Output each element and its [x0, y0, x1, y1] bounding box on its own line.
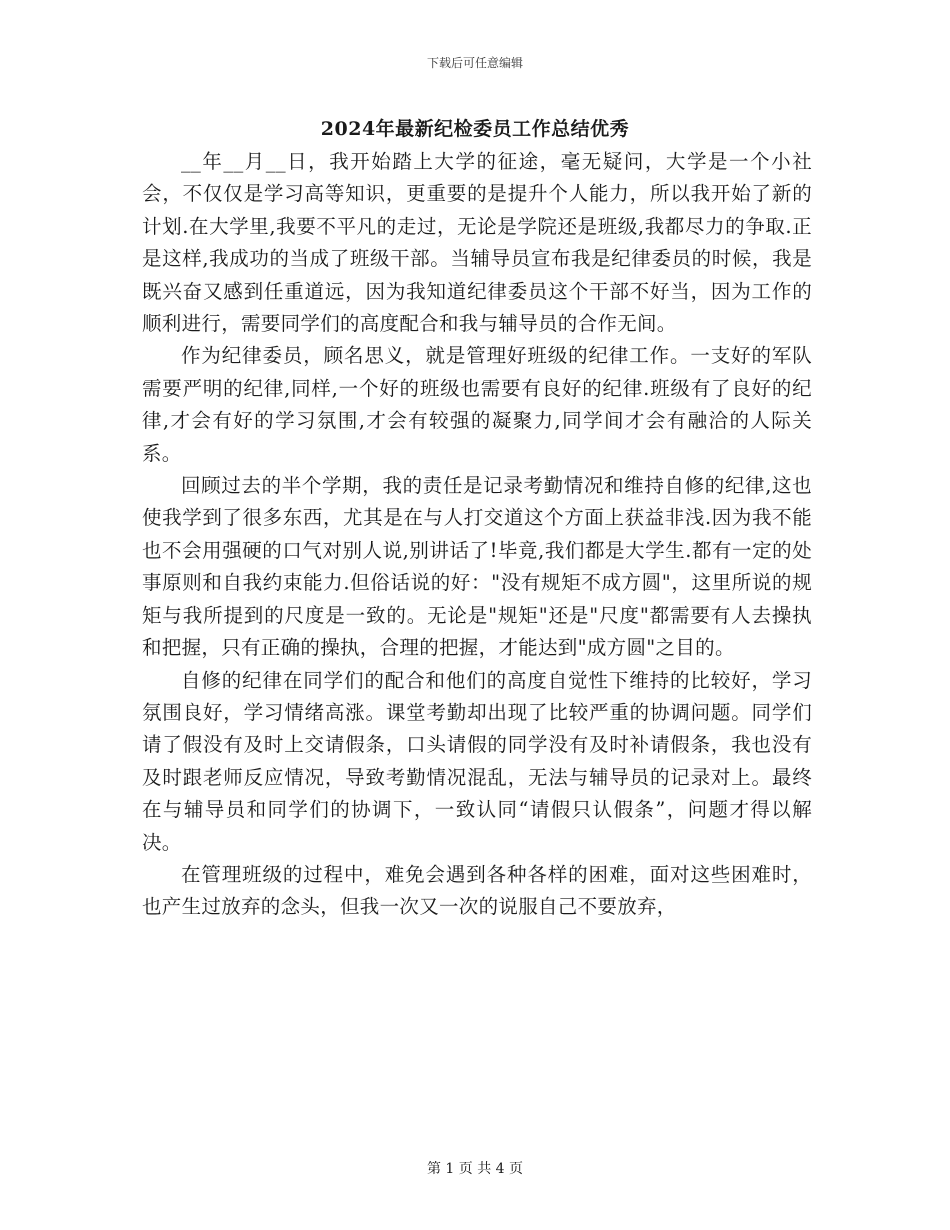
paragraph-5: 在管理班级的过程中，难免会遇到各种各样的困难，面对这些困难时，也产生过放弃的念头，但我一次又一次的说服自己不要放弃， — [142, 862, 812, 919]
paragraph-3: 回顾过去的半个学期，我的责任是记录考勤情况和维持自修的纪律,这也使我学到了很多东西，尤其是在与人打交道这个方面上获益非浅.因为我不能也不会用强硬的口气对别人说,别讲话了!毕竟,我们都是大学生.都有一定的处事原则和自我约束能力.但俗话说的好："没有规矩不成方圆"，这里所说的规矩与我所提到的尺度是一致的。无论是"规矩"还是"尺度"都需要有人去操执和把握，只有正确的操执，合理的把握，才能达到"成方圆"之目的。 — [142, 474, 812, 660]
paragraph-1: __年__月__日，我开始踏上大学的征途，毫无疑问，大学是一个小社会，不仅仅是学习高等知识，更重要的是提升个人能力，所以我开始了新的计划.在大学里,我要不平凡的走过，无论是学院还是班级,我都尽力的争取.正是这样,我成功的当成了班级干部。当辅导员宣布我是纪律委员的时候，我是既兴奋又感到任重道远，因为我知道纪律委员这个干部不好当，因为工作的顺利进行，需要同学们的高度配合和我与辅导员的合作无间。 — [142, 150, 812, 336]
header-note: 下载后可任意编辑 — [426, 56, 523, 70]
page-number-footer: 第 1 页 共 4 页 — [426, 1161, 524, 1177]
paragraph-2: 作为纪律委员，顾名思义，就是管理好班级的纪律工作。一支好的军队需要严明的纪律,同样,一个好的班级也需要有良好的纪律.班级有了良好的纪律,才会有好的学习氛围,才会有较强的凝聚力,同学间才会有融洽的人际关系。 — [142, 344, 812, 465]
document-body — [142, 146, 812, 924]
document-title: 2024年最新纪检委员工作总结优秀 — [320, 118, 630, 140]
paragraph-4: 自修的纪律在同学们的配合和他们的高度自觉性下维持的比较好，学习氛围良好，学习情绪高涨。课堂考勤却出现了比较严重的协调问题。同学们请了假没有及时上交请假条，口头请假的同学没有及时补请假条，我也没有及时跟老师反应情况，导致考勤情况混乱，无法与辅导员的记录对上。最终在与辅导员和同学们的协调下，一致认同“请假只认假条”，问题才得以解决。 — [142, 668, 812, 854]
